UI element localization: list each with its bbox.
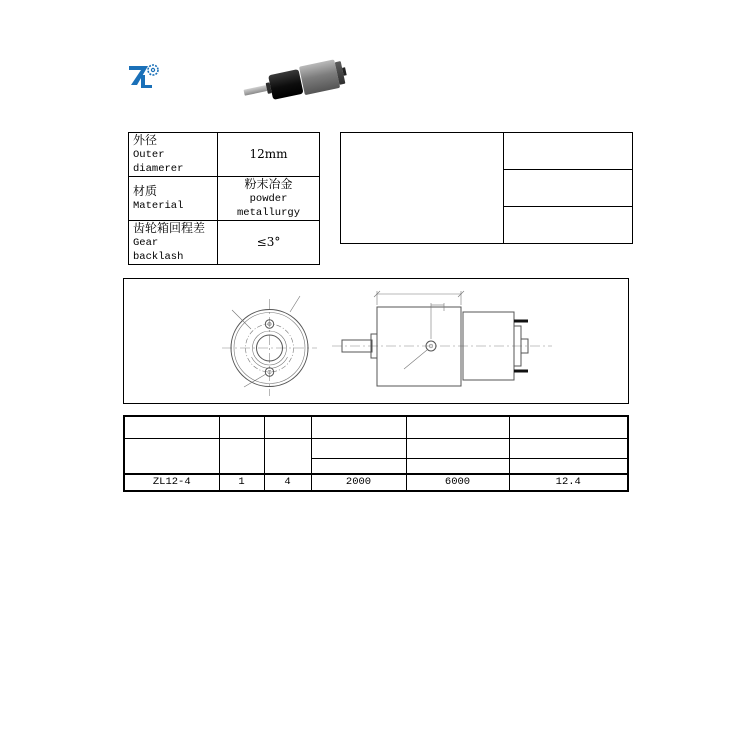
treatment-option — [504, 170, 633, 207]
spec-row — [129, 133, 320, 177]
col-length-unit — [509, 459, 628, 475]
cell-length: 12.4 — [509, 474, 628, 491]
dimension-drawing — [123, 278, 629, 404]
surface-treatment-table — [340, 132, 633, 244]
spec-value: ≤3° — [218, 221, 320, 265]
treatment-option — [504, 207, 633, 244]
col-length-cn — [509, 416, 628, 439]
spec-label: 齿轮箱回程差 Gear backlash — [129, 221, 218, 265]
technical-drawing-svg — [124, 279, 628, 403]
col-rated-unit — [311, 459, 406, 475]
spec-label: 材质 Material — [129, 177, 218, 221]
product-photo — [237, 50, 352, 112]
treatment-option — [504, 133, 633, 170]
col-rated-cn — [311, 416, 406, 439]
col-model-en — [124, 439, 219, 475]
spec-row — [129, 221, 320, 265]
gearbox-table-body — [124, 474, 628, 491]
motor-terminal — [342, 67, 346, 75]
spec-value: 粉末冶金 powder metallurgy — [218, 177, 320, 221]
col-ratio-en — [264, 439, 311, 475]
motor-shaft — [244, 85, 267, 96]
col-instant-unit — [406, 459, 509, 475]
col-length-en — [509, 439, 628, 459]
col-stages-cn — [219, 416, 264, 439]
col-instant-cn — [406, 416, 509, 439]
cell-model: ZL12-4 — [124, 474, 219, 491]
basic-spec-table — [128, 132, 320, 265]
treatment-row — [341, 133, 633, 170]
gear-motor-image — [241, 56, 349, 109]
col-instant-en — [406, 439, 509, 459]
gearbox-model-table — [123, 415, 629, 492]
spec-label: 外径 Outer diamerer — [129, 133, 218, 177]
spec-value: 12mm — [218, 133, 320, 177]
col-ratio-cn — [264, 416, 311, 439]
treatment-label-cell — [341, 133, 504, 244]
cell-rated: 2000 — [311, 474, 406, 491]
motor-body — [298, 59, 339, 95]
col-rated-en — [311, 439, 406, 459]
col-stages-en — [219, 439, 264, 475]
motor-gearhead — [268, 69, 303, 100]
zl-logo-icon — [128, 61, 162, 93]
company-logo — [128, 57, 236, 97]
cell-instant: 6000 — [406, 474, 509, 491]
cell-ratio: 4 — [264, 474, 311, 491]
spec-row — [129, 177, 320, 221]
col-model-cn — [124, 416, 219, 439]
gearbox-table-header — [124, 416, 628, 474]
cell-stages: 1 — [219, 474, 264, 491]
